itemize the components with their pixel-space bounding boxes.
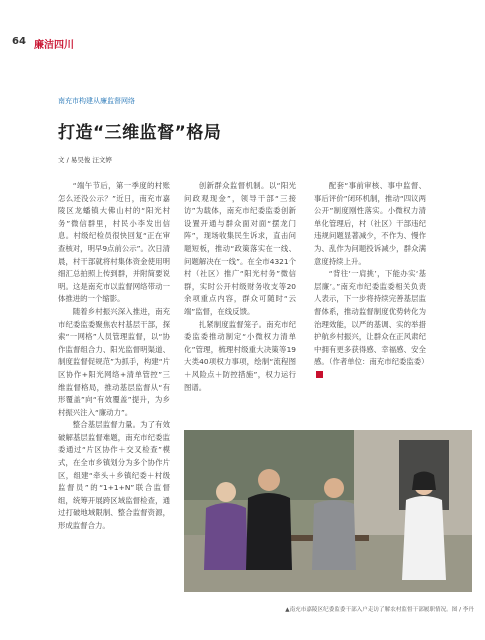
- paragraph: “端午节后，第一季度的村账怎么还没公示？”近日，南充市嘉陵区龙蟠镇大佛山村的“阳光村务”微信群里，村民小李发出信息。村级纪检员很快回复“正在审查核对，明早9点前公示”。次日清晨，村干部就将村集体资金使用明细汇总拍照上传到群，并附简要说明。这是南充市以监督网络带动一体推进的一个缩影。: [58, 181, 171, 304]
- photo-caption: ▲南充市嘉陵区纪委监委干部入户走访了解农村监督干部履职情况。图 / 李丹: [285, 607, 474, 613]
- text-column-3: [314, 180, 429, 442]
- person-clothes: [402, 496, 446, 580]
- paragraph: 整合基层监督力量。为了有效破解基层监督难题，南充市纪委监委通过“片区协作＋交叉检查”模式，在全市乡镇划分为多个协作片区，组建“牵头＋乡镇纪委＋村级监督员”的“1+1+N”联合监督组，统筹开展跨区域监督检查，通过打破地域限制、整合监督资源，形成监督合力。: [58, 420, 170, 531]
- page-number: 64: [12, 36, 26, 47]
- paragraph: 配套“事前审核、事中监督、事后评价”闭环机制，推动“四议两公开”制度刚性落实。小微权力清单化管理后，村（社区）干部违纪违规问题显著减少，不作为、慢作为、乱作为问题投诉减少，群众满意度持续上升。: [314, 181, 426, 266]
- person-clothes: [246, 493, 292, 570]
- photo-illustration: [184, 430, 472, 592]
- person-clothes: [312, 500, 356, 570]
- text-column-2: [184, 180, 296, 392]
- paragraph: 随着乡村振兴深入推进，南充市纪委监委聚焦农村基层干部，探索“一网格”人员管理监督，以“协作监督组合力、阳光监督明渠道、制度监督促规范”为抓手，构建“片区协作+阳光网络+清单管控”三维监督格局，推动基层监督从“有形覆盖”向“有效覆盖”提升，为乡村振兴注入“廉动力”。: [58, 306, 170, 417]
- column-tag: 南充市构建从廉监督网络: [58, 97, 135, 105]
- text-column-1: [58, 180, 170, 590]
- person-face: [216, 482, 236, 502]
- paragraph: 扎紧制度监督笼子。南充市纪委监委推动制定“小微权力清单化”管理，梳理村级重大决策等19大类40项权力事项，绘制“流程图＋风险点＋防控措施”，权力运行图谱。: [184, 319, 296, 392]
- magazine-title: 廉洁四川: [34, 40, 74, 51]
- person-face: [324, 478, 344, 498]
- person-face: [258, 469, 280, 491]
- person-clothes: [204, 503, 248, 570]
- byline: 文 / 易昊俊 汪文婷: [58, 156, 112, 164]
- page-header: [0, 0, 485, 52]
- article-photo: [184, 430, 472, 592]
- paragraph: [314, 268, 429, 381]
- article-title: 打造“三维监督”格局: [58, 123, 222, 143]
- paragraph: 创新群众监督机制。以“阳光问政观现金”，领导干部“三接访”为载体，南充市纪委监委创新设置开通与群众面对面“摆龙门阵”，现场收集民生诉求，直击问题短板，推动“政策落实在一线、问题解决在一线”。在全市4321个村（社区）推广“阳光村务”微信群，实时公开村级财务收支等20余项重点内容，群众可随时“云端”监督，在线反馈。: [184, 181, 296, 316]
- paragraph-text: “背往‘一肩挑’，下能办实‘基层廉’。”南充市纪委监委相关负责人表示，下一步将持续完善基层监督体系，推动监督制度优势转化为治理效能，以严的基调、实的举措护航乡村振兴，让群众在正风肃纪中拥有更多获得感、幸福感、安全感。（作者单位：南充市纪委监委）: [314, 269, 429, 367]
- person-hair: [412, 472, 436, 491]
- end-mark-icon: [316, 371, 323, 378]
